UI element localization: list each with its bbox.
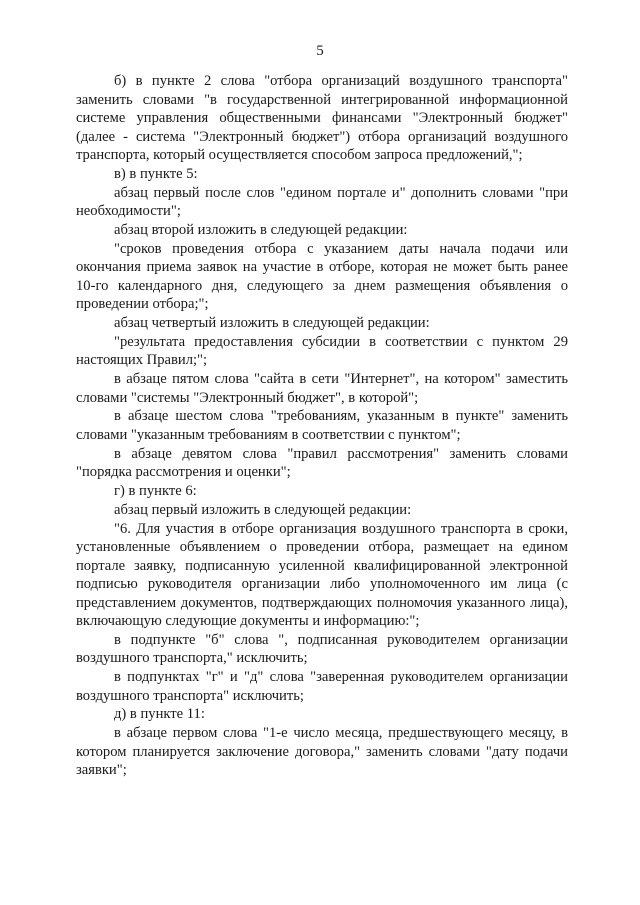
paragraph-v-first: абзац первый после слов "едином портале и" дополнить словами "при необходимости"; bbox=[76, 184, 568, 220]
paragraph-item-d-heading: д) в пункте 11: bbox=[114, 706, 205, 723]
paragraph-amendment-b: б) в пункте 2 слова "отбора организаций воздушного транспорта" заменить словами "в государственной интегрированной информационной системе управления общественными финансами "Электронный бюджет" (далее - система "Электронный бюджет") отбора организаций воздушного транспорта, который осуществляется способом запроса предложений,"; bbox=[76, 73, 568, 163]
paragraph-d-first: в абзаце первом слова "1-е число месяца, предшествующего месяцу, в котором планируется заключение договора," заменить словами "дату подачи заявки"; bbox=[76, 725, 568, 779]
paragraph-g-first-text: "6. Для участия в отборе организация воздушного транспорта в сроки, установленные объявлением о проведении отбора, размещает на едином портале заявку, подписанную усиленной квалифицированной электронной подписью руководителя организации либо уполномоченного им лица (с представлением документов, подтверждающих полномочия указанного лица), включающую следующие документы и информацию:"; bbox=[76, 520, 568, 630]
document-body bbox=[76, 72, 568, 780]
page-number: 5 bbox=[316, 43, 324, 59]
paragraph-v-ninth: в абзаце девятом слова "правил рассмотрения" заменить словами "порядка рассмотрения и оценки"; bbox=[76, 445, 568, 481]
paragraph-g-subitem-b: в подпункте "б" слова ", подписанная руководителем организации воздушного транспорта," исключить; bbox=[76, 631, 568, 667]
paragraph-v-second-intro: абзац второй изложить в следующей редакции: bbox=[114, 221, 408, 238]
paragraph-g-subitems-g-d: в подпунктах "г" и "д" слова "заверенная руководителем организации воздушного транспорта" исключить; bbox=[76, 669, 568, 704]
paragraph-v-fourth-text: "результата предоставления субсидии в соответствии с пунктом 29 настоящих Правил;"; bbox=[76, 333, 568, 369]
paragraph-v-second-text: "сроков проведения отбора с указанием даты начала подачи или окончания приема заявок на участие в отборе, которая не может быть ранее 10-го календарного дня, следующего за днем размещения объявления о проведении отбора;"; bbox=[76, 240, 568, 313]
paragraph-v-sixth: в абзаце шестом слова "требованиям, указанным в пункте" заменить словами "указанным требованиям в соответствии с пунктом"; bbox=[76, 408, 568, 443]
paragraph-v-fifth: в абзаце пятом слова "сайта в сети "Интернет", на котором" заместить словами "системы "Электронный бюджет", в которой"; bbox=[76, 371, 568, 406]
paragraph-g-first-intro: абзац первый изложить в следующей редакции: bbox=[114, 501, 412, 518]
paragraph-v-fourth-intro: абзац четвертый изложить в следующей редакции: bbox=[114, 314, 430, 331]
paragraph-item-g-heading: г) в пункте 6: bbox=[114, 482, 197, 499]
paragraph-item-v-heading: в) в пункте 5: bbox=[114, 165, 198, 182]
